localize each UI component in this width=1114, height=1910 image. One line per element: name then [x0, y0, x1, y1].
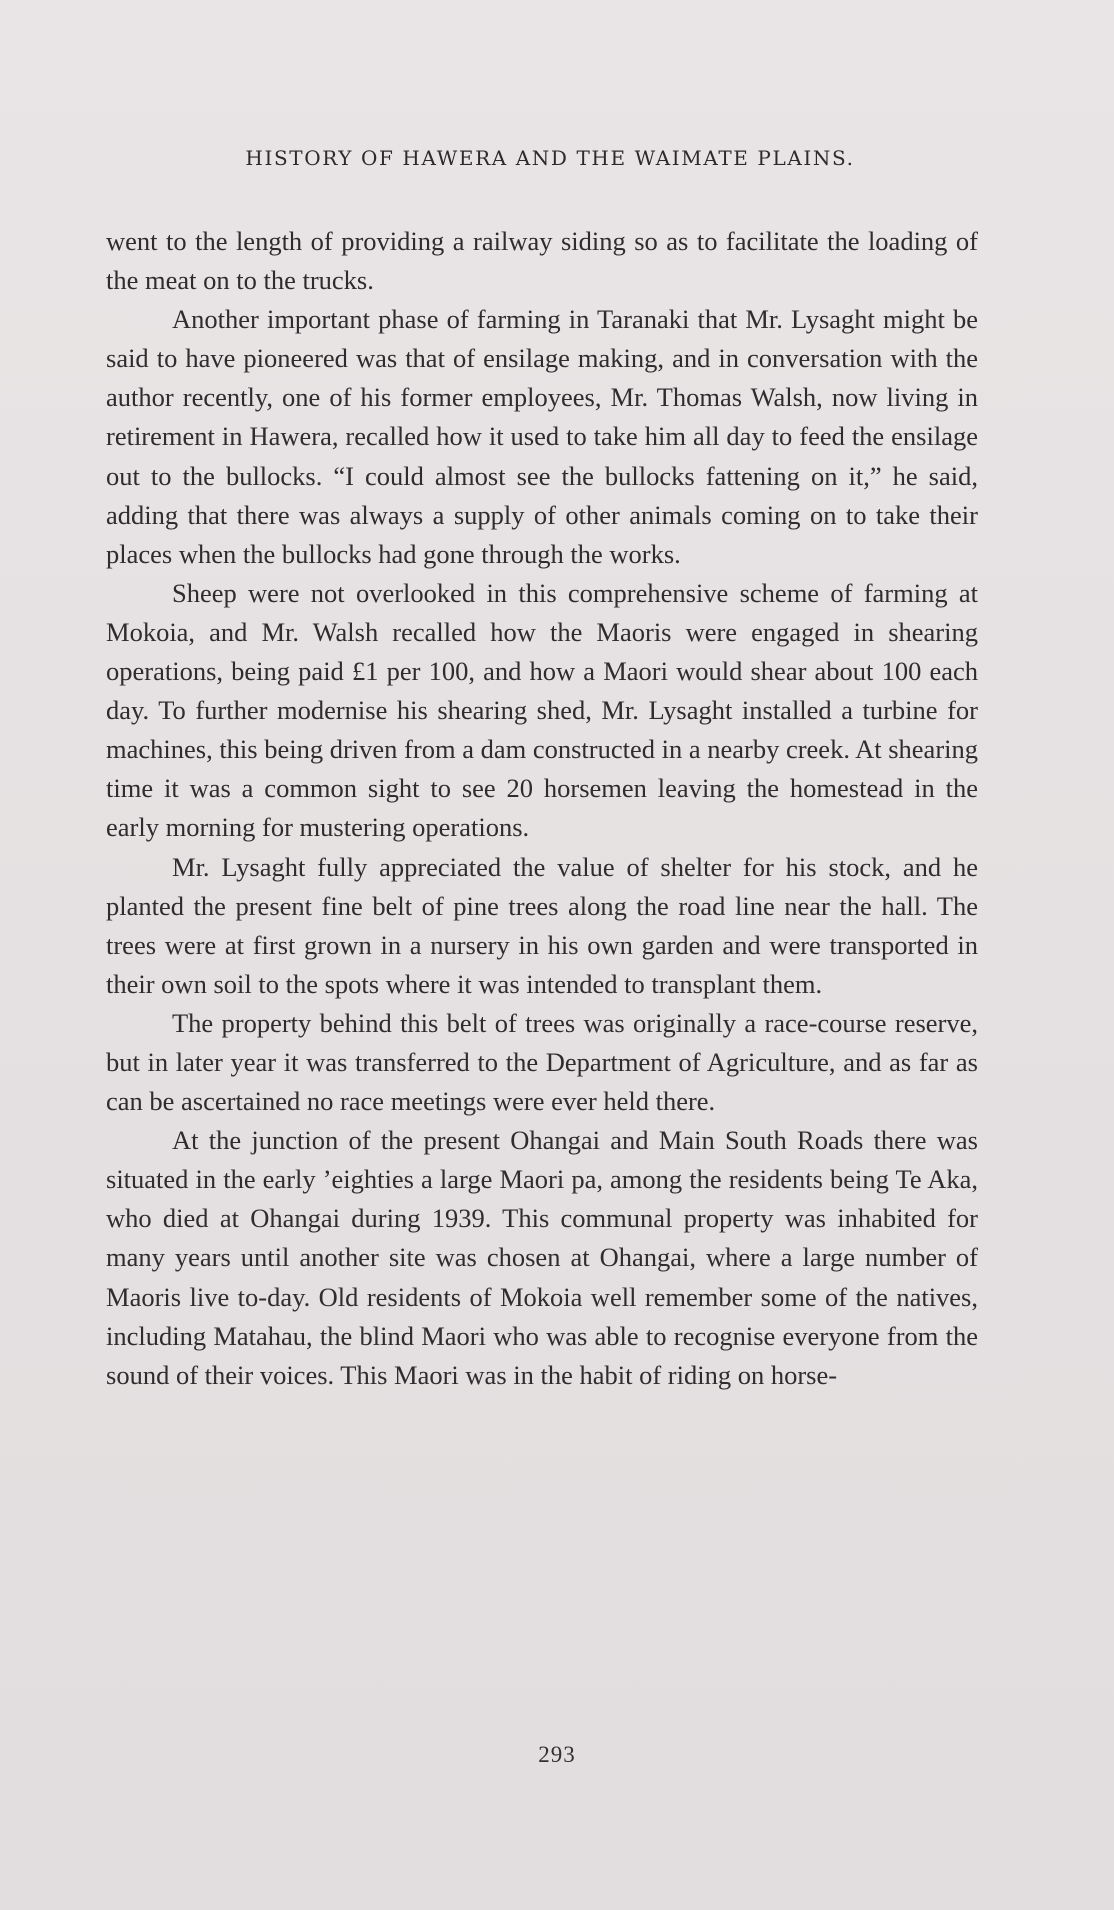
- running-title: HISTORY OF HAWERA AND THE WAIMATE PLAINS.: [245, 146, 855, 170]
- paragraph: The property behind this belt of trees was originally a race-course reserve, but in later year it was transferred to the Department of Agriculture, and as far as can be ascertained no race meetings were ever held there.: [106, 1007, 978, 1117]
- paragraph: Sheep were not overlooked in this comprehensive scheme of farming at Mokoia, and Mr. Walsh recalled how the Maoris were engaged in shearing operations, being paid £1 per 100, and how a Maori would shear about 100 each day. To further modernise his shearing shed, Mr. Lysaght installed a turbine for machines, this being driven from a dam constructed in a nearby creek. At shearing time it was a common sight to see 20 horsemen leaving the homestead in the early morning for mustering operations.: [106, 577, 979, 843]
- page-number: 293: [538, 1742, 576, 1767]
- paragraph: Another important phase of farming in Taranaki that Mr. Lysaght might be said to have pioneered was that of ensilage making, and in conversation with the author recently, one of his former employees, Mr. Thomas Walsh, now living in retirement in Hawera, recalled how it used to take him all day to feed the ensilage out to the bullocks. “I could almost see the bullocks fattening on it,” he said, adding that there was always a supply of other animals coming on to take their places when the bullocks had gone through the works.: [106, 304, 978, 569]
- page-body: [106, 222, 978, 1395]
- paragraph: At the junction of the present Ohangai and Main South Roads there was situated in the early ’eighties a large Maori pa, among the residents being Te Aka, who died at Ohangai during 1939. This communal property was inhabited for many years until another site was chosen at Ohangai, where a large number of Maoris live to-day. Old residents of Mokoia well remember some of the natives, including Matahau, the blind Maori who was able to recognise everyone from the sound of their voices. This Maori was in the habit of riding on horse-: [106, 1125, 978, 1390]
- paragraph: went to the length of providing a railway siding so as to facilitate the loading of the meat on to the trucks.: [106, 226, 978, 296]
- paragraph: Mr. Lysaght fully appreciated the value of shelter for his stock, and he planted the present fine belt of pine trees along the road line near the hall. The trees were at first grown in a nursery in his own garden and were transported in their own soil to the spots where it was intended to transplant them.: [106, 851, 978, 999]
